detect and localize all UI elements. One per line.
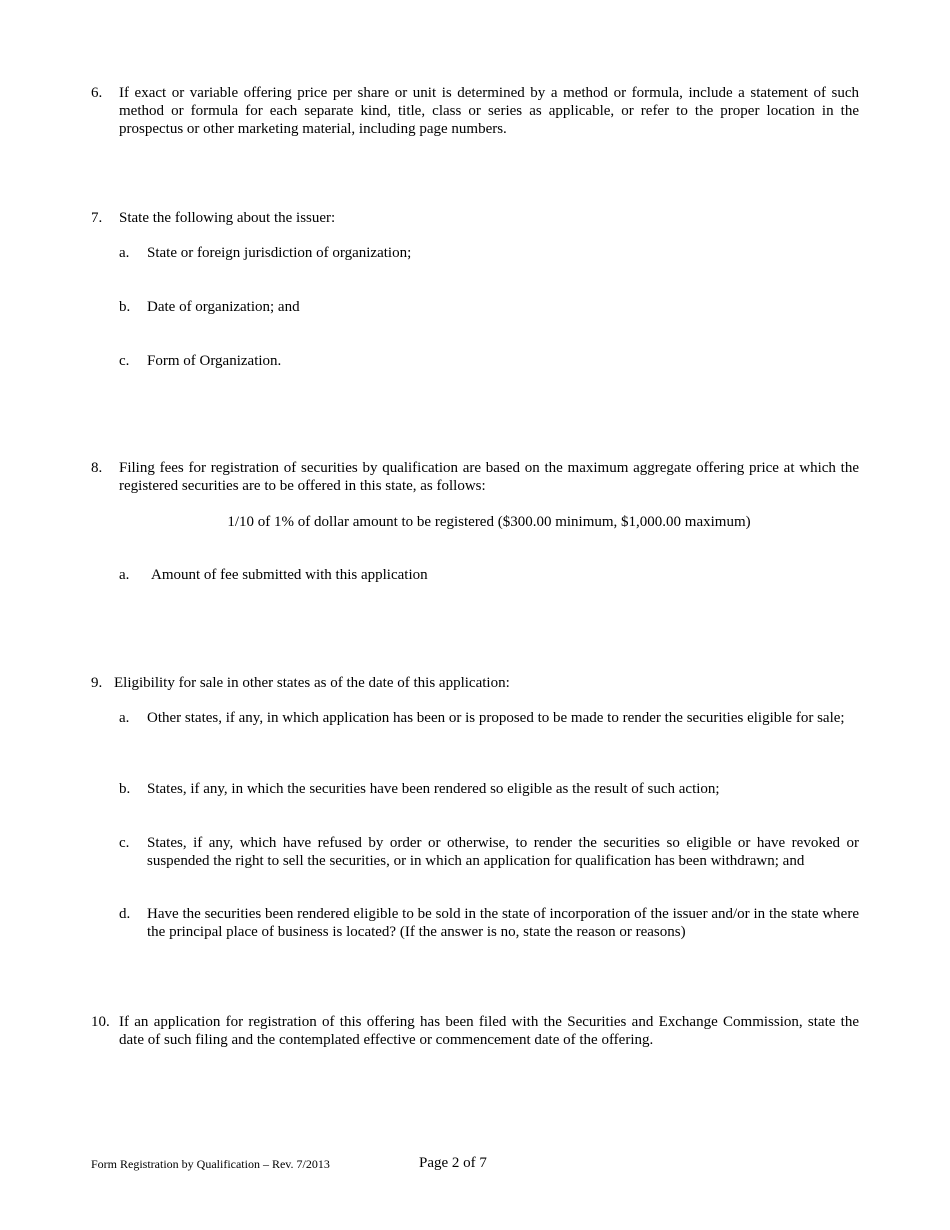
question-7b-text: Date of organization; and bbox=[147, 299, 300, 315]
question-9-number: 9. bbox=[91, 675, 103, 691]
question-7c-letter: c. bbox=[119, 353, 130, 369]
question-6-text: If exact or variable offering price per share or unit is determined by a method or formula, include a statement of such method or formula for each separate kind, title, class or series as applicable, or refer to the proper location in the prospectus or other marketing material, including page numbers. bbox=[119, 85, 859, 137]
footer-page-number: Page 2 of 7 bbox=[419, 1155, 487, 1171]
question-10-text: If an application for registration of this offering has been filed with the Securities and Exchange Commission, state the date of such filing and the contemplated effective or commencement date of the offering. bbox=[119, 1014, 859, 1048]
question-9d-text: Have the securities been rendered eligible to be sold in the state of incorporation of the issuer and/or in the state where the principal place of business is located? (If the answer is no, state the reason or reasons) bbox=[147, 906, 859, 940]
question-9-text: Eligibility for sale in other states as of the date of this application: bbox=[114, 675, 510, 691]
question-8-text: Filing fees for registration of securities by qualification are based on the maximum aggregate offering price at which the registered securities are to be offered in this state, as follows: bbox=[119, 460, 859, 494]
question-10-number: 10. bbox=[91, 1014, 110, 1030]
question-7a-letter: a. bbox=[119, 245, 130, 261]
question-9b-letter: b. bbox=[119, 781, 131, 797]
question-7a-text: State or foreign jurisdiction of organization; bbox=[147, 245, 412, 261]
question-9b-text: States, if any, in which the securities have been rendered so eligible as the result of such action; bbox=[147, 781, 720, 797]
question-9a-text: Other states, if any, in which application has been or is proposed to be made to render the securities eligible for sale; bbox=[147, 710, 845, 726]
question-9c-letter: c. bbox=[119, 835, 130, 851]
question-9a-letter: a. bbox=[119, 710, 130, 726]
question-7b-letter: b. bbox=[119, 299, 131, 315]
question-8a-letter: a. bbox=[119, 567, 130, 583]
question-7-number: 7. bbox=[91, 210, 103, 226]
question-8-number: 8. bbox=[91, 460, 103, 476]
footer-form-name: Form Registration by Qualification – Rev. 7/2013 bbox=[91, 1157, 330, 1171]
fee-formula: 1/10 of 1% of dollar amount to be registered ($300.00 minimum, $1,000.00 maximum) bbox=[227, 514, 751, 530]
question-7c-text: Form of Organization. bbox=[147, 353, 282, 369]
question-9c-text: States, if any, which have refused by order or otherwise, to render the securities so eligible or have revoked or suspended the right to sell the securities, or in which an application for qualification has been withdrawn; and bbox=[147, 835, 859, 869]
question-8a-text: Amount of fee submitted with this application bbox=[151, 567, 428, 583]
question-7-text: State the following about the issuer: bbox=[119, 210, 336, 226]
question-9d-letter: d. bbox=[119, 906, 131, 922]
question-6-number: 6. bbox=[91, 85, 103, 101]
